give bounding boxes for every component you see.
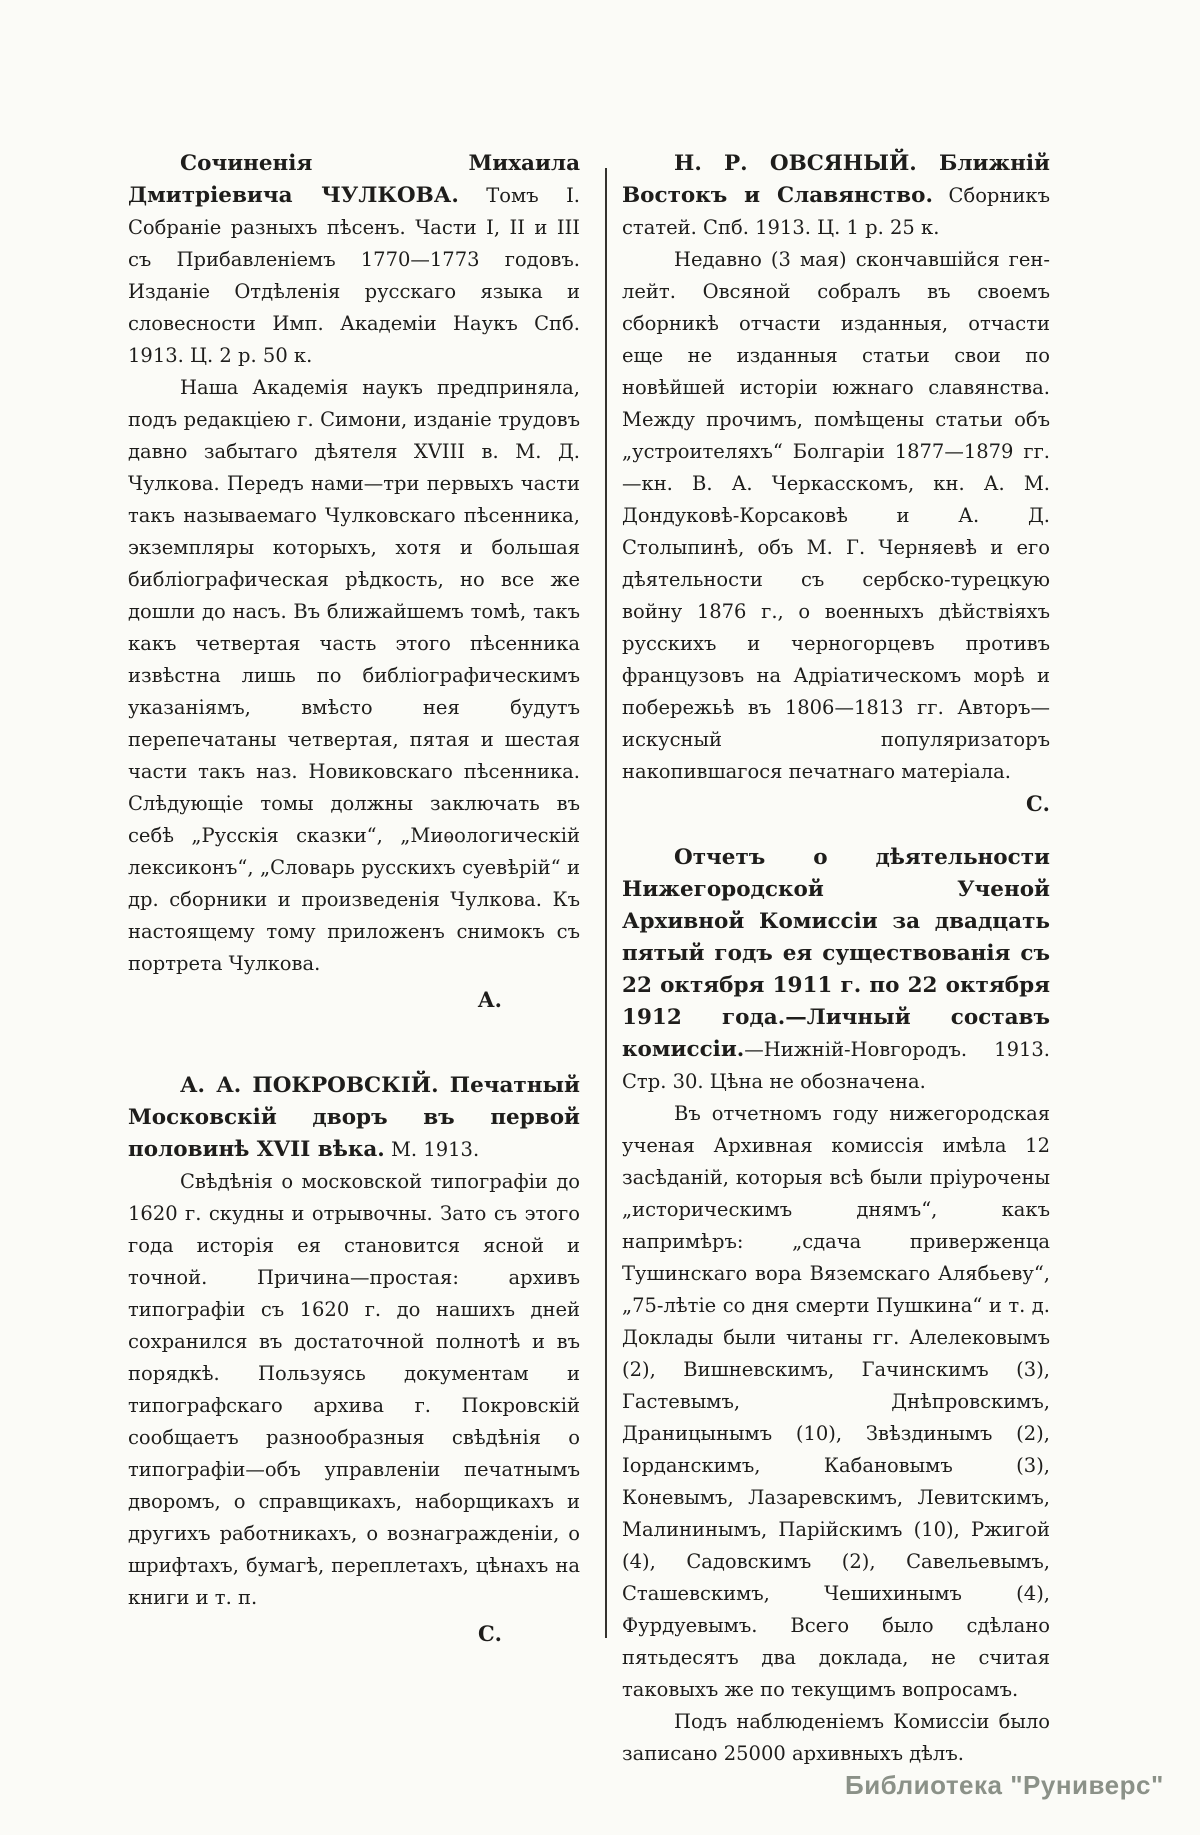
reviewer-signature: А. — [477, 987, 502, 1012]
left-column — [128, 148, 580, 1650]
heading-bold-text: Отчетъ о дѣятельности Нижегородской Ученой Архивной Комиссіи за двадцать пятый годъ ея существованія съ 22 октября 1911 г. по 22 октября 1912 года.—Личный составъ комиссіи. — [622, 845, 1050, 1062]
article-paragraph: Наша Академія наукъ предприняла, подъ редакціею г. Симони, изданіе трудовъ давно забытаго дѣятеля XVIII в. М. Д. Чулкова. Передъ нами—три первыхъ части такъ называемаго Чулковскаго пѣсенника, экземпляры которыхъ, хотя и большая библіографическая рѣдкость, но все же дошли до насъ. Въ ближайшемъ томѣ, такъ какъ четвертая часть этого пѣсенника извѣстна лишь по библіографическимъ указаніямъ, вмѣсто нея будутъ перепечатаны четвертая, пятая и шестая части такъ наз. Новиковскаго пѣсенника. Слѣдующіе томы должны заключать въ себѣ „Русскія сказки“, „Миѳологическій лексиконъ“, „Словарь русскихъ суевѣрій“ и др. сборники и произведенія Чулкова. Къ настоящему тому приложенъ снимокъ съ портрета Чулкова. — [128, 376, 580, 975]
article-paragraph — [622, 244, 1050, 816]
heading-rest-text: Сборникъ статей. Спб. 1913. Ц. 1 р. 25 к. — [622, 184, 1051, 239]
article-paragraph: Въ отчетномъ году нижегородская ученая Архивная комиссія имѣла 12 засѣданій, которыя всѣ были пріурочены „историческимъ днямъ“, какъ напримѣръ: „сдача приверженца Тушинскаго вора Вяземскаго Алябьеву“, „75-лѣтіе со дня смерти Пушкина“ и т. д. Доклады были читаны гг. Алелековымъ (2), Вишневскимъ, Гачинскимъ (3), Гастевымъ, Днѣпровскимъ, Драницынымъ (10), Звѣздинымъ (2), Іорданскимъ, Кабановымъ (3), Коневымъ, Лазаревскимъ, Левитскимъ, Малининымъ, Парійскимъ (10), Ржигой (4), Садовскимъ (2), Савельевымъ, Сташевскимъ, Чешихинымъ (4), Фурдуевымъ. Всего было сдѣлано пятьдесятъ два доклада, не считая таковыхъ же по текущимъ вопросамъ. — [622, 1102, 1050, 1701]
paragraph-text: Недавно (3 мая) скончавшійся ген-лейт. Овсяной собралъ въ своемъ сборникѣ отчасти изданныя, отчасти еще не изданныя статьи свои по новѣйшей исторіи южнаго славянства. Между прочимъ, помѣщены статьи объ „устроителяхъ“ Болгаріи 1877—1879 гг.—кн. В. А. Черкасскомъ, кн. А. М. Дондуковѣ-Корсаковѣ и А. Д. Столыпинѣ, объ М. Г. Черняевѣ и его дѣятельности съ сербско-турецкую войну 1876 г., о военныхъ дѣйствіяхъ русскихъ и черногорцевъ противъ французовъ на Адріатическомъ морѣ и побережьѣ въ 1806—1813 гг. Авторъ—искусный популяризаторъ накопившагося печатнаго матеріала. — [622, 248, 1050, 783]
right-column — [622, 148, 1050, 1770]
heading-rest-text: —Нижній-Новгородъ. 1913. Стр. 30. Цѣна не обозначена. — [622, 1038, 1050, 1093]
article-heading — [128, 148, 580, 372]
article-chulkov-review — [128, 148, 580, 1016]
article-paragraph: Свѣдѣнія о московской типографіи до 1620 г. скудны и отрывочны. Зато съ этого года исторія ея становится ясной и точной. Причина—простая: архивъ типографіи съ 1620 г. до нашихъ дней сохранился въ достаточной полнотѣ и въ порядкѣ. Пользуясь документам и типографскаго архива г. Покровскій сообщаетъ разнообразныя свѣдѣнія о типографіи—объ управленіи печатнымъ дворомъ, о справщикахъ, наборщикахъ и другихъ работникахъ, о вознагражденіи, о шрифтахъ, бумагѣ, переплетахъ, цѣнахъ на книги и т. п. — [128, 1170, 580, 1609]
article-paragraph: Подъ наблюденіемъ Комиссіи было записано 25000 архивныхъ дѣлъ. — [622, 1710, 1050, 1765]
heading-bold-text: Сочиненія Михаила Дмитріевича ЧУЛКОВА. — [128, 151, 580, 208]
library-watermark: Библиотека "Руниверс" — [845, 1770, 1164, 1800]
reviewer-signature: С. — [1025, 791, 1050, 816]
heading-bold-text: Н. Р. ОВСЯНЫЙ. Ближній Востокъ и Славянство. — [622, 151, 1050, 208]
article-archival-commission-report — [622, 842, 1050, 1770]
column-divider — [605, 168, 607, 1638]
article-ovsyany-review — [622, 148, 1051, 816]
article-pokrovsky-review — [128, 1070, 580, 1650]
heading-rest-text: Томъ I. Собраніе разныхъ пѣсенъ. Части I, II и III съ Прибавленіемъ 1770—1773 годовъ. Изданіе Отдѣленія русскаго языка и словесности Имп. Академіи Наукъ Спб. 1913. Ц. 2 р. 50 к. — [128, 184, 580, 367]
article-heading — [622, 842, 1050, 1098]
reviewer-signature: С. — [477, 1621, 502, 1646]
article-heading — [622, 148, 1050, 244]
heading-bold-text: А. А. ПОКРОВСКІЙ. Печатный Московскій дворъ въ первой половинѣ XVII вѣка. — [128, 1073, 580, 1162]
heading-rest-text: М. 1913. — [384, 1138, 480, 1161]
article-heading — [128, 1070, 580, 1166]
